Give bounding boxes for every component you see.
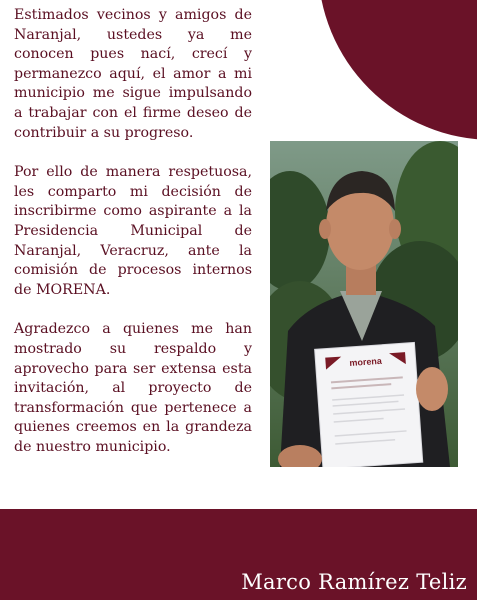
paragraph-thanks: Agradezco a quienes me han mostrado su respaldo y aprovecho para ser extensa esta invitación, al proyecto de transformación que pertenece a quienes creemos en la grandeza de nuestro municipio. (14, 321, 252, 455)
decorative-corner-circle (318, 0, 477, 140)
paragraph-announcement: Por ello de manera respetuosa, les comparto mi decisión de inscribirme como aspirante a la Presidencia Municipal de Naranjal, Veracruz, ante la comisión de procesos internos de MORENA. (14, 164, 252, 298)
candidate-photo (270, 141, 458, 467)
paragraph-greeting: Estimados vecinos y amigos de Naranjal, ustedes ya me conocen pues nací, crecí y permanezco aquí, el amor a mi municipio me sigue impulsando a trabajar con el firme deseo de contribuir a su progreso. (14, 7, 252, 141)
letter-body (14, 6, 252, 477)
document-brand-label: morena (349, 355, 383, 368)
signature-name: Marco Ramírez Teliz (241, 570, 467, 594)
